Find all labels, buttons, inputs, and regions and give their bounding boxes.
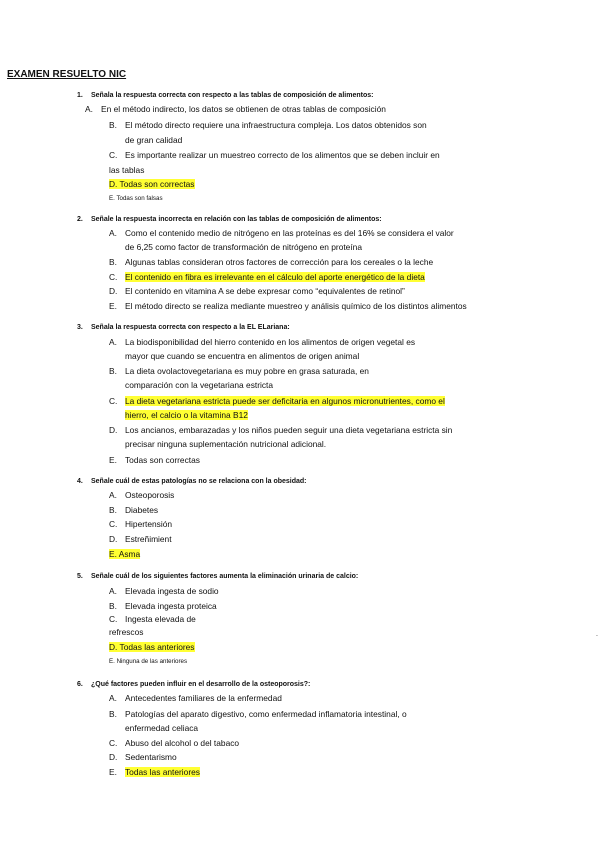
q3-option-c-cont: hierro, el calcio o la vitamina B12: [125, 410, 248, 420]
q3-option-d-cont: precisar ninguna suplementación nutricional adicional.: [125, 439, 327, 449]
q6-option-d: D. Sedentarismo: [109, 752, 177, 762]
q3-option-a-cont: mayor que cuando se encuentra en alimentos de origen animal: [125, 351, 360, 361]
q1-option-b: B. El método directo requiere una infraestructura compleja. Los datos obtenidos son: [109, 120, 427, 130]
q3-option-b: B. La dieta ovolactovegetariana es muy pobre en grasa saturada, en: [109, 366, 369, 376]
q3-option-b-cont: comparación con la vegetariana estricta: [125, 380, 274, 390]
q6-option-c: C. Abuso del alcohol o del tabaco: [109, 738, 240, 748]
q5-option-a: A. Elevada ingesta de sodio: [109, 586, 219, 596]
q5-option-e: E. Ninguna de las anteriores: [109, 658, 188, 665]
q2-option-b: B. Algunas tablas consideran otros factores de corrección para los cereales o la leche: [109, 257, 434, 267]
question-5-heading: 5. Señale cuál de los siguientes factores aumenta la eliminación urinaria de calcio:: [77, 573, 359, 580]
q4-option-a: A. Osteoporosis: [109, 490, 175, 500]
q3-option-d: D. Los ancianos, embarazadas y los niños pueden seguir una dieta vegetariana estricta sin: [109, 425, 453, 435]
question-3-heading: 3. Señala la respuesta correcta con respecto a la EL ELariana:: [77, 324, 290, 331]
q4-option-d: D. Estreñimient: [109, 534, 172, 544]
q5-option-b: B. Elevada ingesta proteica: [109, 601, 217, 611]
question-6-heading: 6. ¿Qué factores pueden influir en el desarrollo de la osteoporosis?:: [77, 681, 311, 688]
q1-option-d: D. Todas son correctas: [109, 179, 195, 189]
question-1-heading: 1. Señala la respuesta correcta con respecto a las tablas de composición de alimentos:: [77, 92, 374, 99]
q6-option-b: B. Patologías del aparato digestivo, como enfermedad inflamatoria intestinal, o: [109, 709, 407, 719]
q3-option-a: A. La biodisponibilidad del hierro contenido en los alimentos de origen vegetal es: [109, 337, 416, 347]
page-title: EXAMEN RESUELTO NIC: [7, 69, 127, 80]
q5-option-d: D. Todas las anteriores: [109, 642, 195, 652]
q5-option-c: C. Ingesta elevada de: [109, 614, 196, 624]
q3-option-c: C. La dieta vegetariana estricta puede ser deficitaria en algunos micronutrientes, como el: [109, 396, 445, 406]
q5-option-c-cont: refrescos: [109, 627, 144, 637]
stray-mark: .: [596, 631, 598, 638]
q1-option-b-cont: de gran calidad: [125, 135, 183, 145]
q3-option-e: E. Todas son correctas: [109, 455, 200, 465]
question-4-heading: 4. Señale cuál de estas patologías no se relaciona con la obesidad:: [77, 478, 307, 485]
q2-option-c: C. El contenido en fibra es irrelevante en el cálculo del aporte energético de la dieta: [109, 272, 425, 282]
q4-option-c: C. Hipertensión: [109, 519, 173, 529]
q2-option-d: D. El contenido en vitamina A se debe expresar como “equivalentes de retinol”: [109, 286, 405, 296]
q2-option-a-cont: de 6,25 como factor de transformación de nitrógeno en proteína: [125, 242, 362, 252]
q4-option-b: B. Diabetes: [109, 505, 159, 515]
q1-option-a: A. En el método indirecto, los datos se obtienen de otras tablas de composición: [85, 104, 386, 114]
q1-option-c-cont: las tablas: [109, 165, 145, 175]
q1-option-e: E. Todas son falsas: [109, 195, 163, 202]
q2-option-e: E. El método directo se realiza mediante muestreo y análisis químico de los distintos alimentos: [109, 301, 467, 311]
question-2-heading: 2. Señale la respuesta incorrecta en relación con las tablas de composición de alimentos:: [77, 216, 382, 223]
q6-option-a: A. Antecedentes familiares de la enfermedad: [109, 693, 282, 703]
q6-option-e: E. Todas las anteriores: [109, 767, 200, 777]
q1-option-c: C. Es importante realizar un muestreo correcto de los alimentos que se deben incluir en: [109, 150, 440, 160]
q6-option-b-cont: enfermedad celiaca: [125, 723, 199, 733]
q2-option-a: A. Como el contenido medio de nitrógeno en las proteínas es del 16% se considera el valor: [109, 228, 454, 238]
q4-option-e: E. Asma: [109, 549, 141, 559]
